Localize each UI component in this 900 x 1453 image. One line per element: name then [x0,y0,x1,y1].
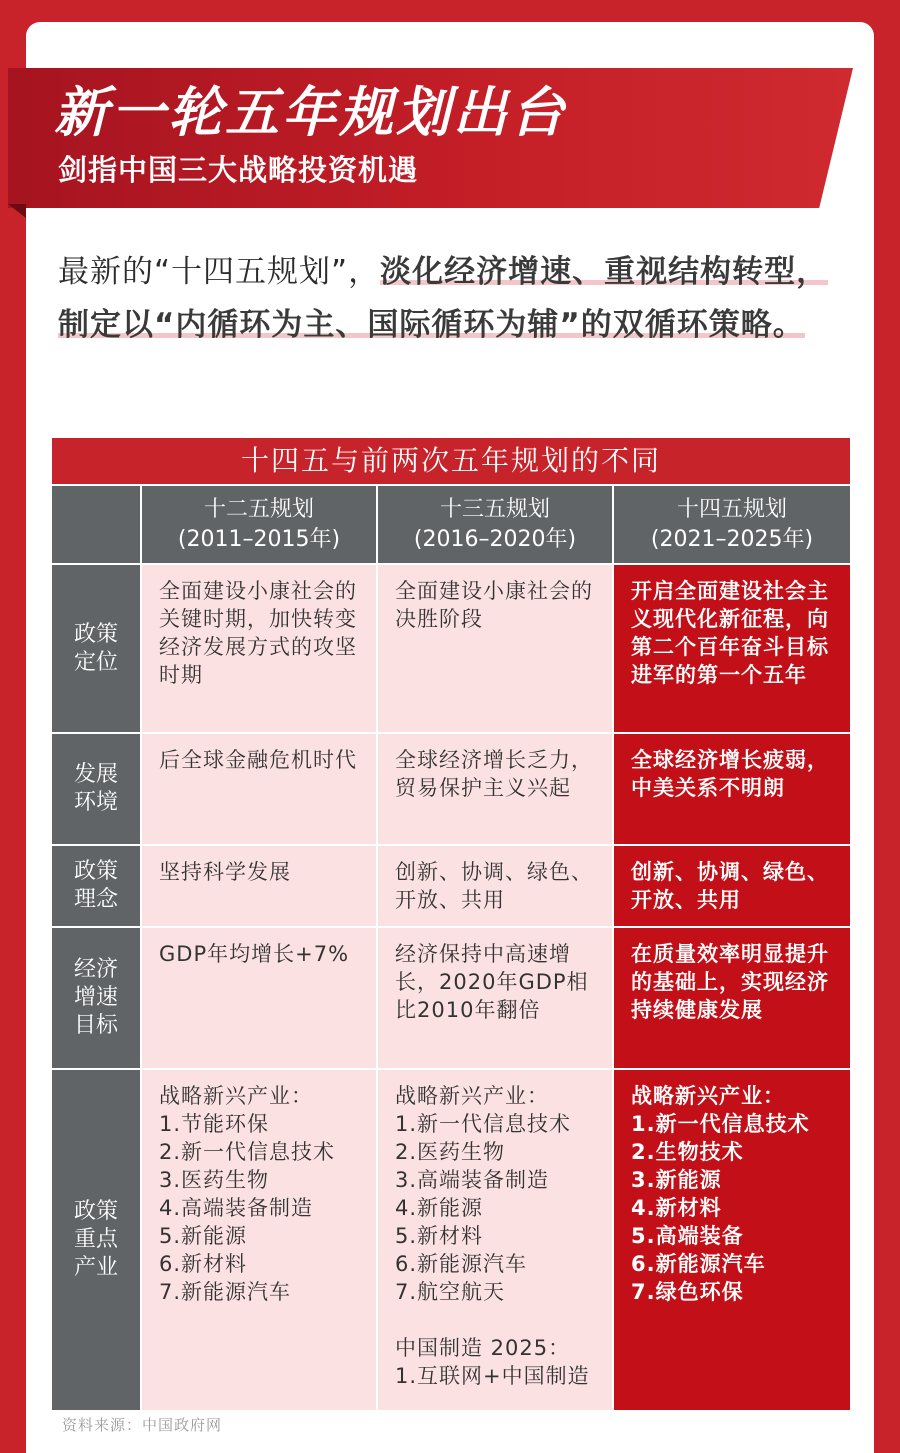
list-item: 6.新能源汽车 [395,1252,528,1276]
column-name: 十四五规划 [676,496,787,522]
list-item: 2.生物技术 [631,1140,744,1164]
list-item: 3.高端装备制造 [395,1168,550,1192]
list-item: 7.绿色环保 [631,1280,744,1304]
row-header-philosophy: 政策理念 [52,846,140,926]
page-subtitle: 剑指中国三大战略投资机遇 [58,153,419,187]
list-item: 4.新能源 [395,1196,484,1220]
table-caption: 十四五与前两次五年规划的不同 [52,438,850,484]
list-item: 2.医药生物 [395,1140,506,1164]
list-item: 6.新材料 [159,1252,248,1276]
column-header-12th [142,486,376,563]
intro-highlight: 淡化经济增速、重视结构转型，制定以“内循环为主、国际循环为辅”的双循环策略。 [58,254,829,343]
list-item: 2.新一代信息技术 [159,1140,336,1164]
list-item: 6.新能源汽车 [631,1252,766,1276]
list-item: 1.节能环保 [159,1112,270,1136]
list-item: 5.新材料 [395,1224,484,1248]
column-name: 十三五规划 [439,496,550,522]
intro-plain: 最新的“十四五规划”， [58,254,381,290]
table-cell: 创新、协调、绿色、开放、共用 [378,846,612,926]
column-name: 十二五规划 [203,496,314,522]
list-heading: 战略新兴产业： [631,1084,785,1108]
list-item: 7.新能源汽车 [159,1280,292,1304]
list-item: 3.新能源 [631,1168,722,1192]
list-item: 5.高端装备 [631,1224,744,1248]
industry-list-12th [142,1070,376,1410]
table-cell-highlight: 在质量效率明显提升的基础上，实现经济持续健康发展 [614,928,850,1068]
row-header-key-industries: 政策重点产业 [52,1070,140,1410]
table-cell: 全面建设小康社会的决胜阶段 [378,565,612,732]
corner-header [52,486,140,563]
source-note: 资料来源：中国政府网 [62,1416,223,1434]
table-cell: 全球经济增长乏力，贸易保护主义兴起 [378,734,612,844]
list-item: 1.互联网+中国制造 [395,1364,590,1388]
intro-paragraph [58,246,858,352]
list-item: 1.新一代信息技术 [631,1112,810,1136]
table-cell: 坚持科学发展 [142,846,376,926]
list-spacer [395,1306,602,1334]
table-cell: 后全球金融危机时代 [142,734,376,844]
table-cell: GDP年均增长+7% [142,928,376,1068]
list-item: 5.新能源 [159,1224,248,1248]
table-cell-highlight: 创新、协调、绿色、开放、共用 [614,846,850,926]
table-cell-highlight: 开启全面建设社会主义现代化新征程，向第二个百年奋斗目标进军的第一个五年 [614,565,850,732]
column-header-13th [378,486,612,563]
table-cell: 经济保持中高速增长，2020年GDP相比2010年翻倍 [378,928,612,1068]
list-item: 1.新一代信息技术 [395,1112,572,1136]
column-years: (2021–2025年) [650,526,814,552]
row-header-growth-target: 经济增速目标 [52,928,140,1068]
list-item: 3.医药生物 [159,1168,270,1192]
column-years: (2011–2015年) [177,526,341,552]
column-years: (2016–2020年) [413,526,577,552]
industry-list-14th [614,1070,850,1410]
comparison-table [52,438,848,1410]
row-header-environment: 发展环境 [52,734,140,844]
column-header-14th [614,486,850,563]
list-item: 7.航空航天 [395,1280,506,1304]
list-heading: 战略新兴产业： [159,1084,313,1108]
list-item: 4.新材料 [631,1196,722,1220]
list-heading: 中国制造 2025： [395,1336,571,1360]
row-header-policy-positioning: 政策定位 [52,565,140,732]
page-title: 新一轮五年规划出台 [54,81,567,144]
industry-list-13th [378,1070,612,1410]
table-cell: 全面建设小康社会的关键时期，加快转变经济发展方式的攻坚时期 [142,565,376,732]
list-heading: 战略新兴产业： [395,1084,549,1108]
table-cell-highlight: 全球经济增长疲弱，中美关系不明朗 [614,734,850,844]
list-item: 4.高端装备制造 [159,1196,314,1220]
